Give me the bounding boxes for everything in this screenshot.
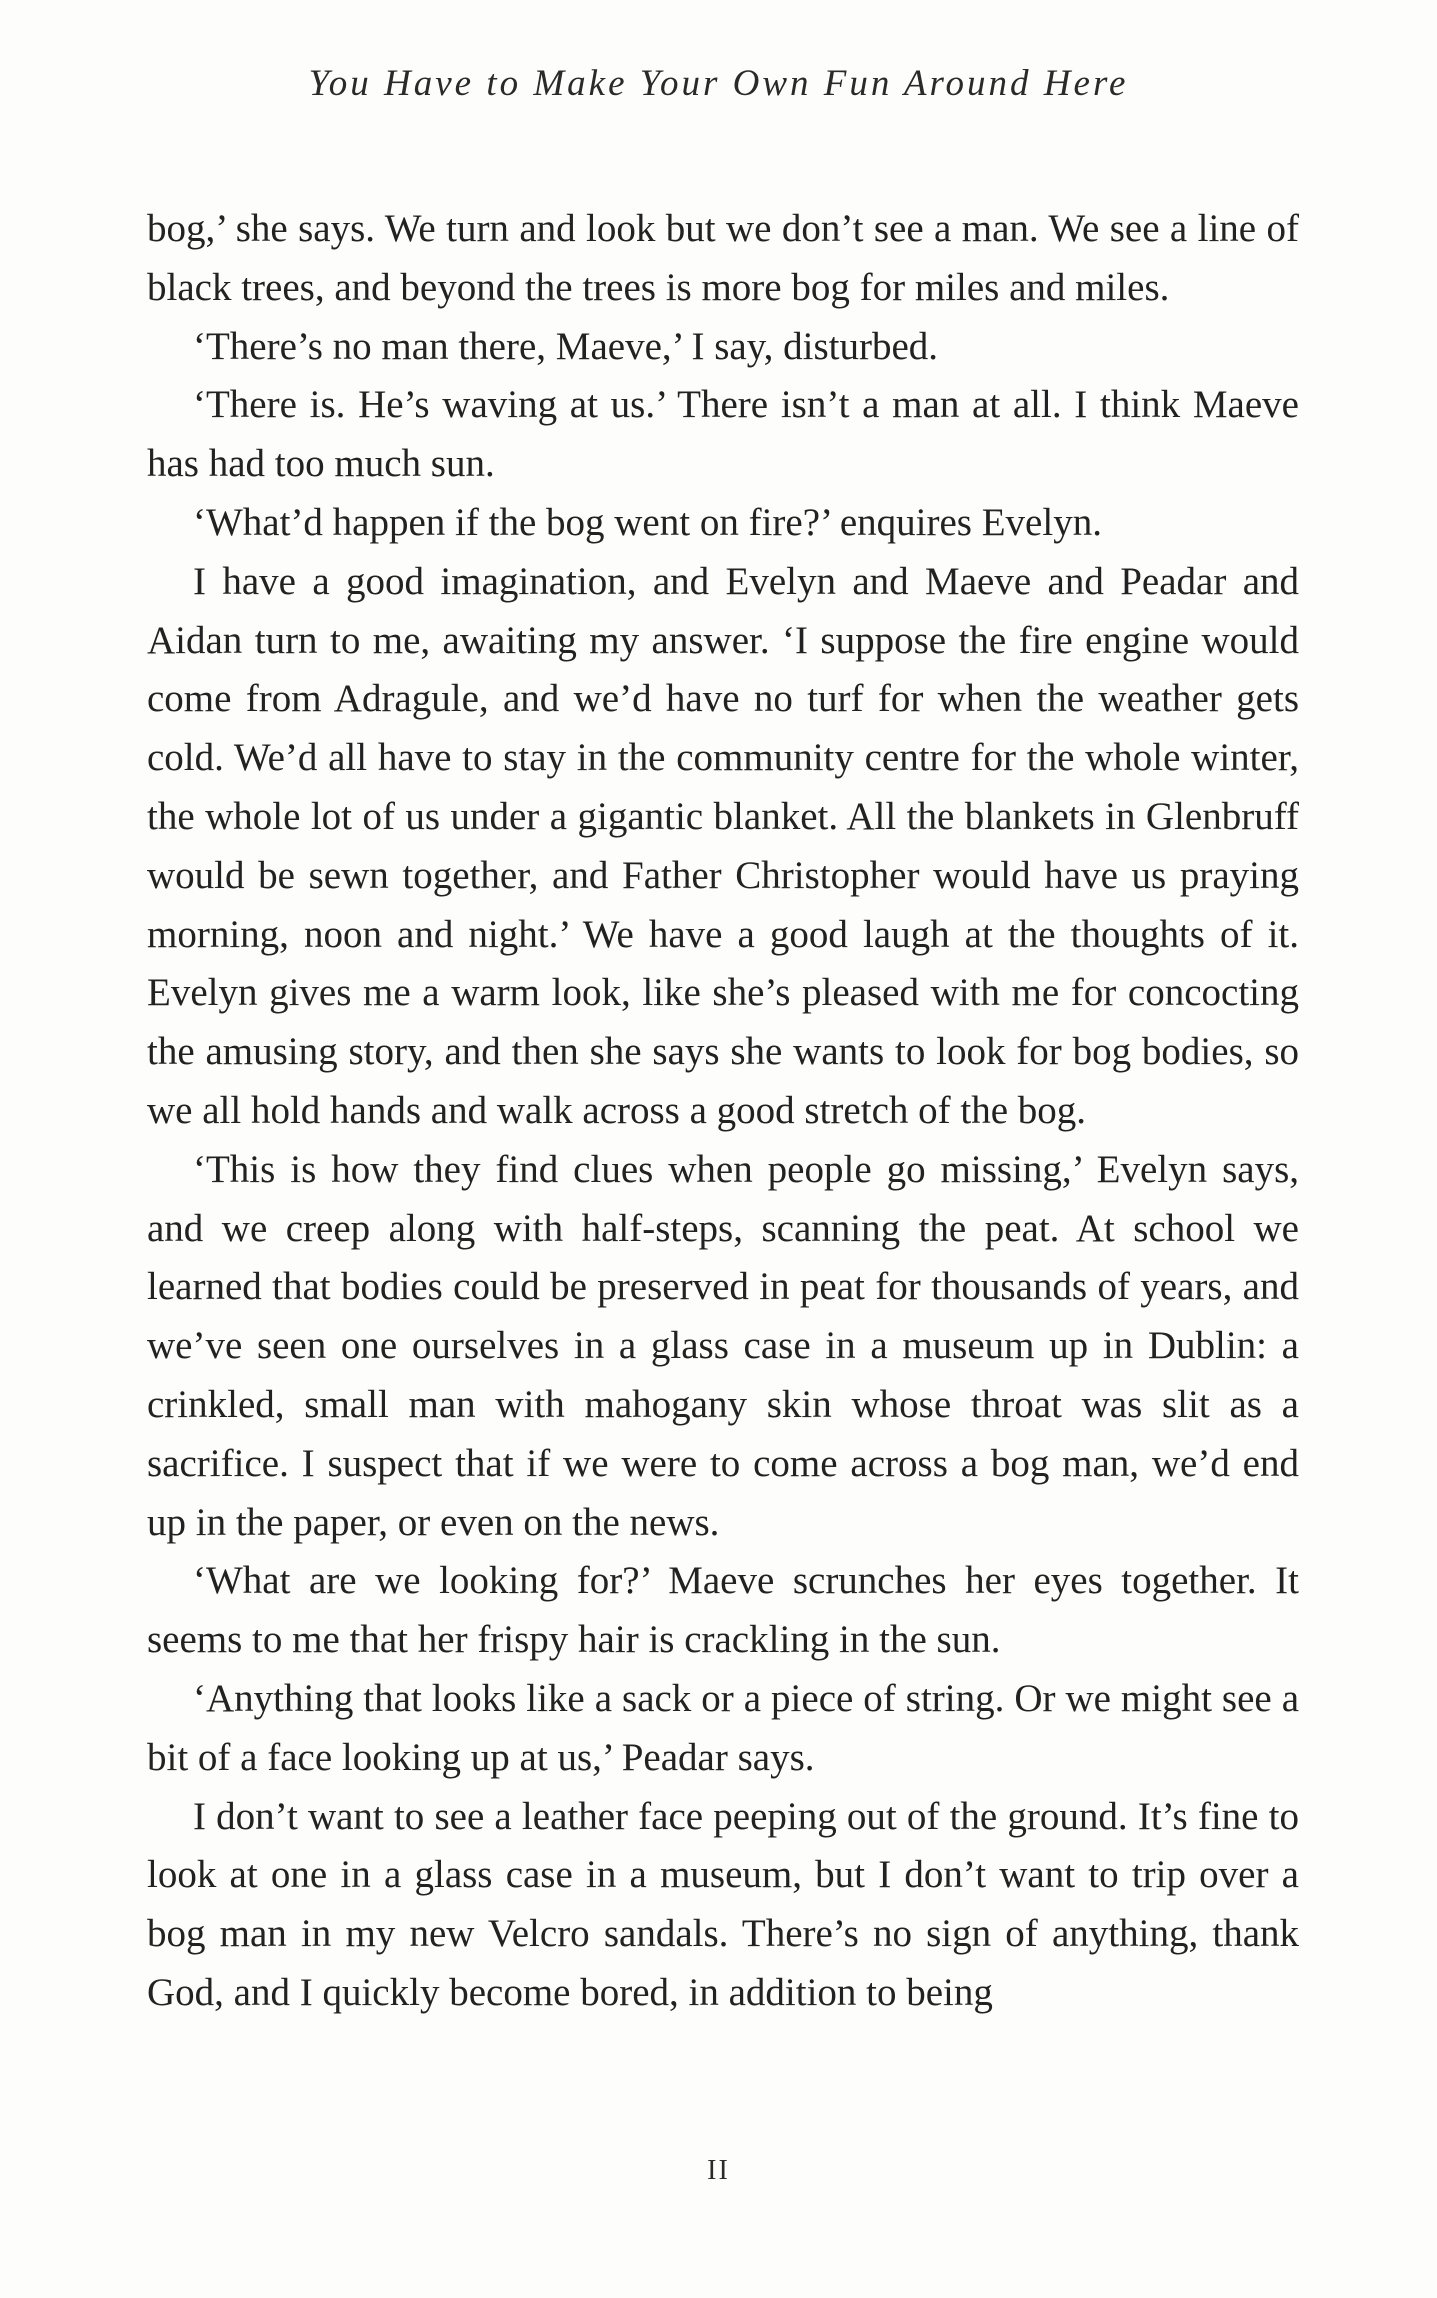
paragraph: ‘There is. He’s waving at us.’ There isn’t a man at all. I think Maeve has had too much sun. <box>147 383 1299 486</box>
paragraph: I have a good imagination, and Evelyn and Maeve and Peadar and Aidan turn to me, awaiting my answer. ‘I suppose the fire engine would come from Adragule, and we’d have no turf for when the weather gets cold. We’d all have to stay in the community centre for the whole winter, the whole lot of us under a gigantic blanket. All the blankets in Glenbruff would be sewn together, and Father Christopher would have us praying morning, noon and night.’ We have a good laugh at the thoughts of it. Evelyn gives me a warm look, like she’s pleased with me for concocting the amusing story, and then she says she wants to look for bog bodies, so we all hold hands and walk across a good stretch of the bog. <box>147 559 1299 1132</box>
body-text <box>147 200 1299 2023</box>
paragraph: ‘What’d happen if the bog went on fire?’ enquires Evelyn. <box>193 500 1102 544</box>
paragraph: I don’t want to see a leather face peeping out of the ground. It’s fine to look at one in a glass case in a museum, but I don’t want to trip over a bog man in my new Velcro sandals. There’s no sign of anything, thank God, and I quickly become bored, in addition to being <box>147 1794 1299 2014</box>
paragraph: ‘There’s no man there, Maeve,’ I say, disturbed. <box>193 324 939 368</box>
page-number: II <box>707 2155 730 2186</box>
paragraph: ‘What are we looking for?’ Maeve scrunches her eyes together. It seems to me that her frispy hair is crackling in the sun. <box>147 1559 1299 1662</box>
paragraph: bog,’ she says. We turn and look but we don’t see a man. We see a line of black trees, and beyond the trees is more bog for miles and miles. <box>147 207 1299 309</box>
running-head: You Have to Make Your Own Fun Around Here <box>308 63 1129 104</box>
paragraph: ‘Anything that looks like a sack or a piece of string. Or we might see a bit of a face looking up at us,’ Peadar says. <box>147 1676 1299 1779</box>
paragraph: ‘This is how they find clues when people go missing,’ Evelyn says, and we creep along with half-steps, scanning the peat. At school we learned that bodies could be preserved in peat for thousands of years, and we’ve seen one ourselves in a glass case in a museum up in Dublin: a crinkled, small man with mahogany skin whose throat was slit as a sacrifice. I suspect that if we were to come across a bog man, we’d end up in the paper, or even on the news. <box>147 1147 1299 1544</box>
